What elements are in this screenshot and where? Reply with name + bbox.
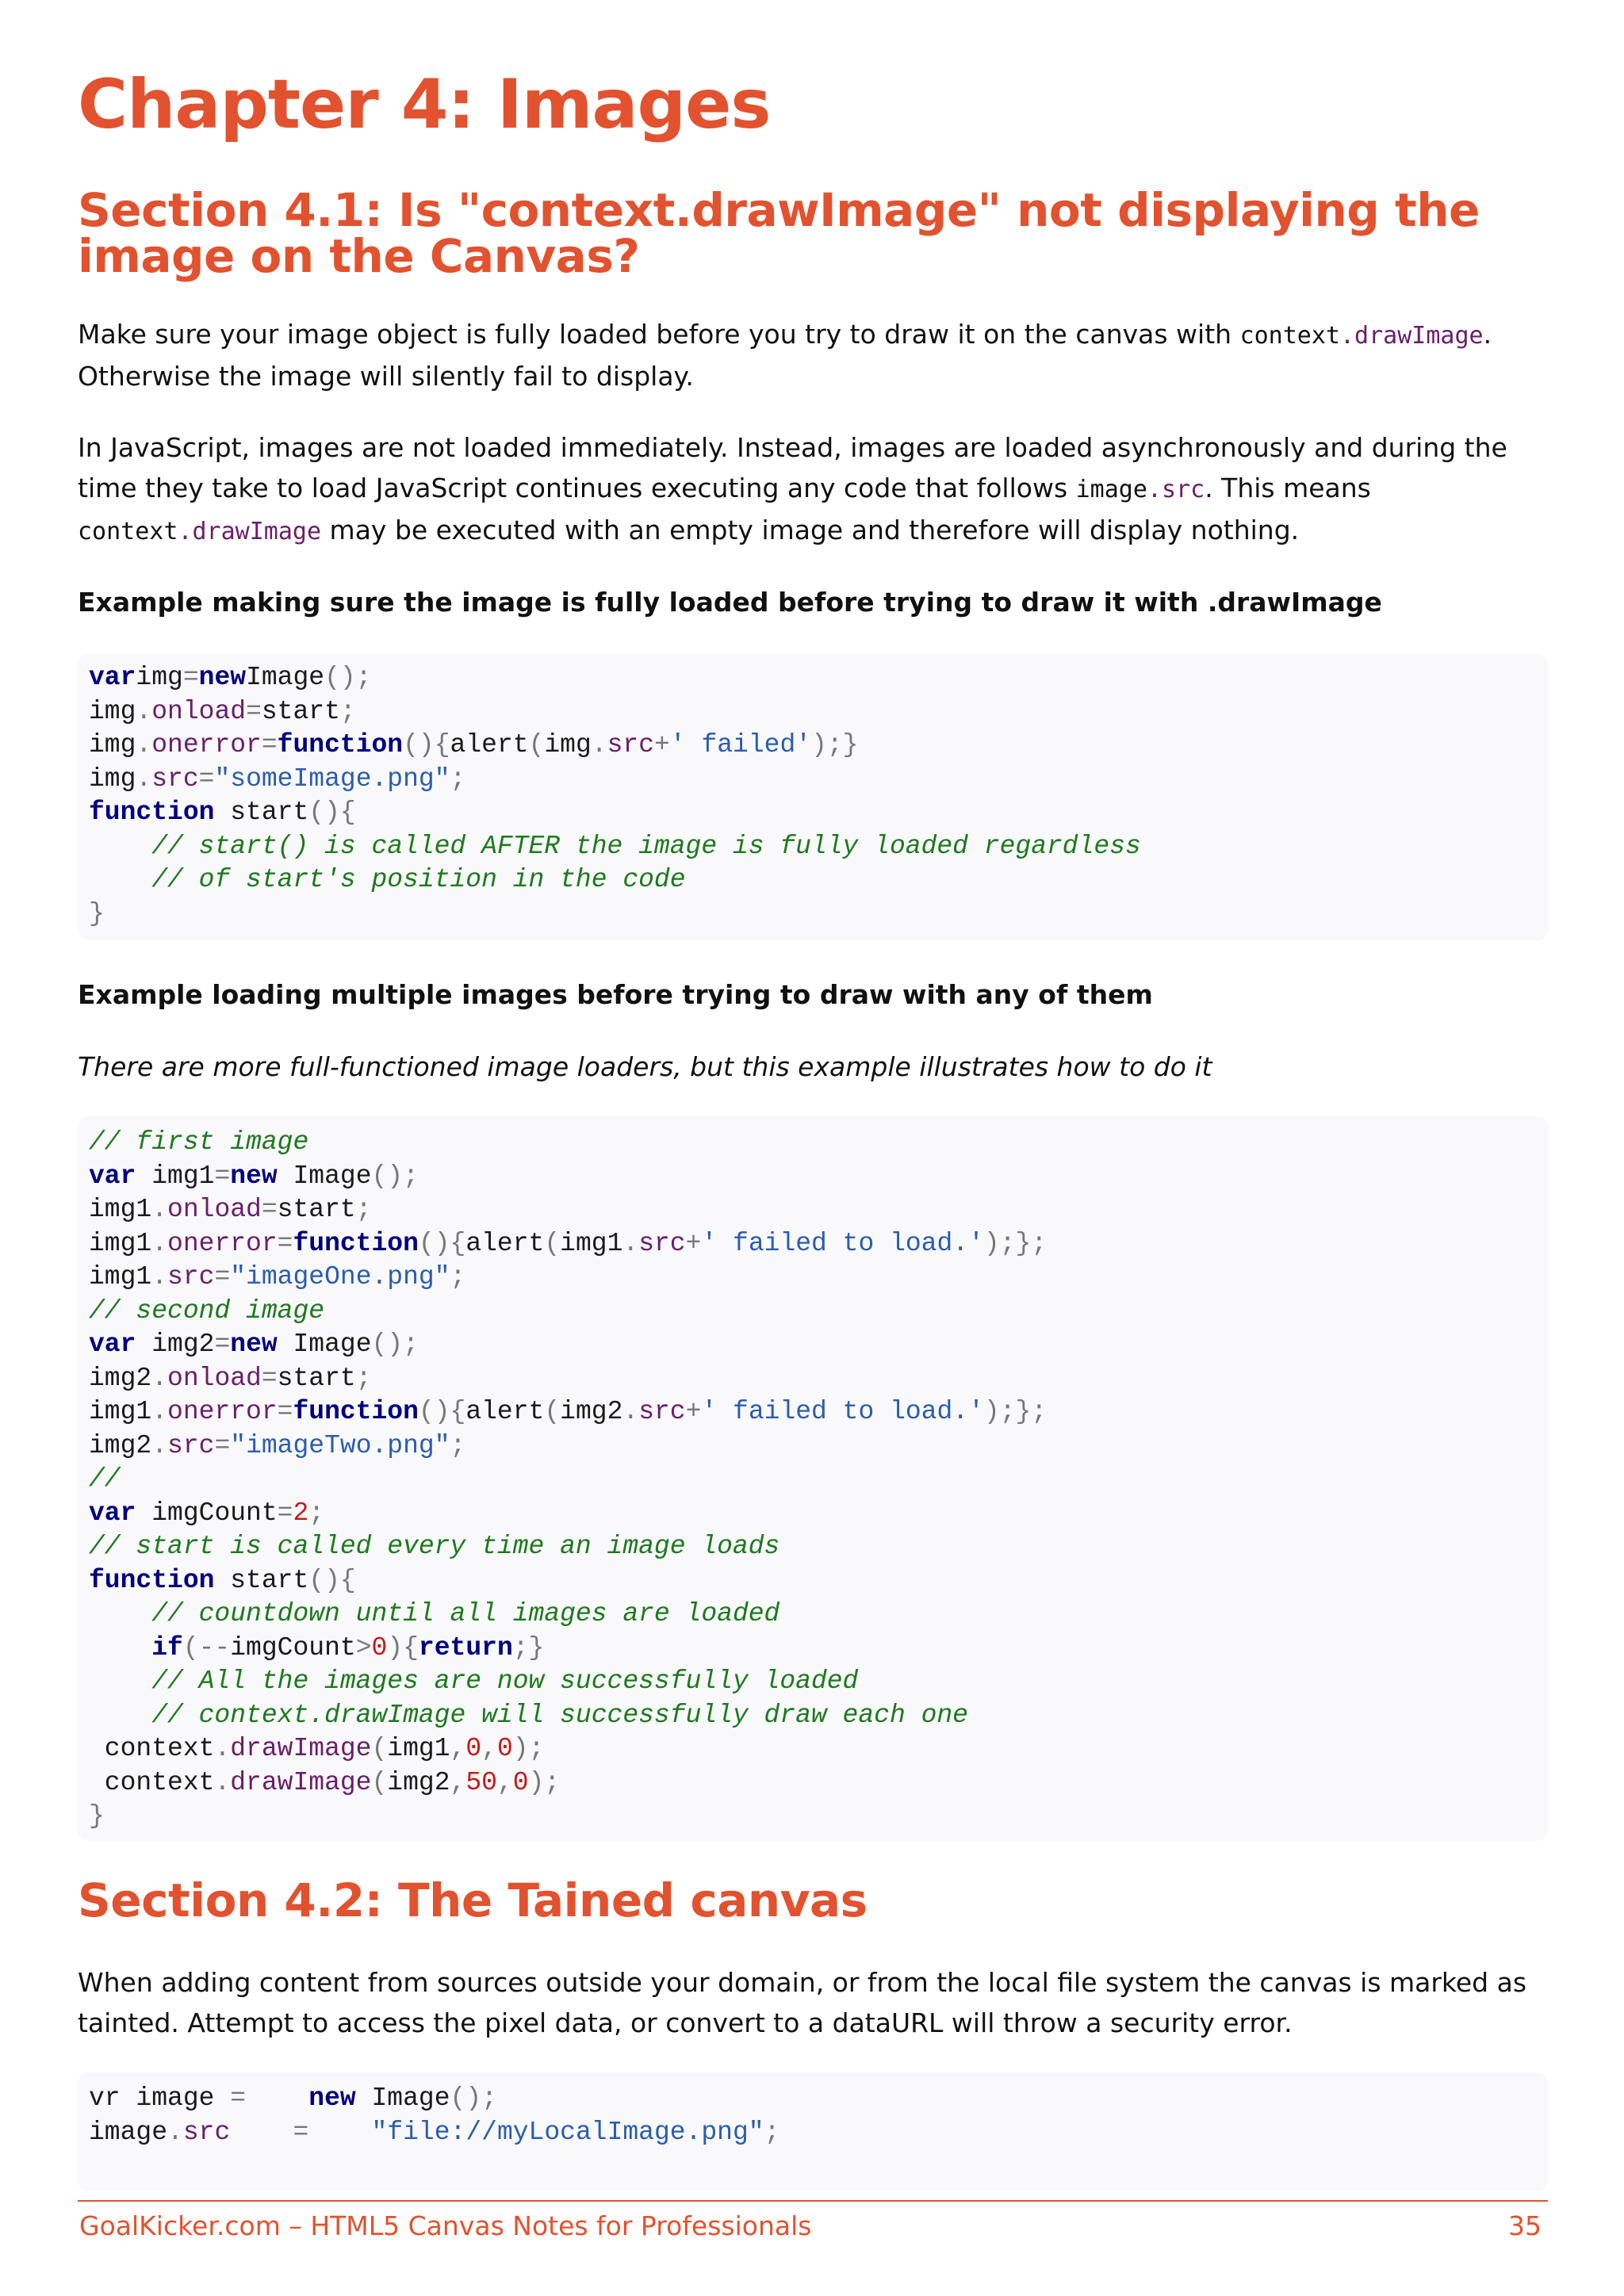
code-token: ' failed': [669, 730, 812, 760]
code-token: new: [308, 2084, 356, 2113]
code-line: [89, 1632, 1548, 1666]
code-token: img2: [89, 1430, 152, 1460]
code-token: onload: [167, 1195, 262, 1224]
code-line: [89, 1395, 1548, 1429]
code-token: return: [418, 1632, 513, 1663]
code-token: context: [89, 1767, 215, 1797]
code-token: (: [544, 1228, 561, 1258]
code-token: =: [277, 1397, 293, 1426]
code-token: =: [293, 2117, 309, 2147]
code-line: [89, 1261, 1548, 1295]
code-token: =: [214, 1330, 231, 1359]
code-token: =: [214, 1262, 231, 1292]
code-token: src: [182, 2117, 231, 2147]
code-token: =: [182, 663, 199, 692]
code-token: img1: [560, 1228, 623, 1258]
code-line: [89, 1497, 1548, 1531]
code-token: onload: [167, 1363, 262, 1393]
section-4-2-paragraph-1: When adding content from sources outside your domain, or from the local file system the canvas is marked as tainted. Attempt to access the pixel data, or convert to a dataURL will throw a security error.: [78, 1967, 1527, 2038]
code-token: 50: [465, 1767, 497, 1797]
code-token: ();: [371, 1161, 419, 1191]
code-token: ,: [481, 1734, 497, 1763]
code-token: .: [151, 1228, 168, 1258]
code-token: ){: [387, 1632, 419, 1663]
code-token: img: [89, 696, 136, 726]
code-token: =: [214, 1161, 231, 1191]
code-token: .: [136, 730, 152, 760]
code-token: ;: [339, 696, 356, 726]
code-property: .drawImage: [178, 518, 322, 545]
code-token: function: [89, 798, 215, 827]
code-line: [89, 796, 1548, 830]
code-token: ();: [371, 1330, 419, 1359]
code-token: [308, 2118, 371, 2147]
code-token: );};: [983, 1397, 1048, 1426]
code-line: [89, 1429, 1548, 1464]
code-token: ;: [450, 1262, 466, 1292]
code-token: 2: [293, 1498, 309, 1528]
code-property: .src: [1147, 476, 1205, 503]
code-token: alert: [465, 1397, 545, 1426]
code-token: [89, 1701, 151, 1730]
code-line: [89, 1463, 1548, 1497]
code-token: (--: [182, 1632, 231, 1663]
code-token: 0: [465, 1734, 482, 1763]
inline-code: [1240, 322, 1484, 350]
text: Make sure your image object is fully loaded before you try to draw it on the canvas with: [78, 319, 1240, 350]
code-token: src: [607, 730, 655, 760]
code-token: ;: [355, 1363, 372, 1393]
code-token: start: [277, 1363, 356, 1393]
code-token: // context.drawImage will successfully draw each one: [151, 1700, 968, 1730]
code-token: .: [151, 1195, 168, 1224]
code-token: [89, 1633, 151, 1663]
code-token: +: [685, 1397, 702, 1426]
code-token: // second image: [89, 1295, 325, 1326]
code-token: .: [136, 696, 152, 726]
code-token: ,: [450, 1734, 466, 1763]
code-token: ' failed to load.': [701, 1228, 984, 1258]
code-token: img1: [89, 1228, 152, 1258]
code-token: Image: [246, 663, 325, 692]
code-token: start: [277, 1195, 356, 1224]
code-token: +: [685, 1228, 702, 1258]
code-token: src: [167, 1262, 215, 1292]
code-token: .: [591, 730, 607, 760]
code-line: [89, 729, 1548, 763]
code-token: new: [230, 1161, 278, 1191]
code-token: .: [151, 1262, 168, 1292]
code-token: // All the images are now successfully loaded: [151, 1667, 859, 1696]
code-object: image: [1075, 476, 1147, 503]
code-token: drawImage: [230, 1734, 372, 1763]
code-token: function: [293, 1228, 419, 1258]
code-token: img1: [89, 1397, 152, 1426]
code-token: =: [198, 763, 215, 794]
code-token: context: [89, 1734, 215, 1763]
code-line: [89, 1530, 1548, 1564]
code-token: =: [277, 1498, 293, 1528]
code-block-1[interactable]: [78, 653, 1548, 940]
code-token: src: [167, 1430, 215, 1460]
code-token: src: [638, 1397, 686, 1426]
code-token: var: [89, 1161, 136, 1191]
code-token: );};: [983, 1228, 1048, 1258]
code-line: [89, 1598, 1548, 1632]
code-line: [89, 1766, 1548, 1800]
code-line: [89, 1665, 1548, 1699]
code-token: img2: [136, 1330, 215, 1359]
code-line: [89, 695, 1548, 729]
code-token: .: [214, 1734, 231, 1763]
code-token: var: [89, 1330, 136, 1359]
text: . This means: [1205, 473, 1371, 503]
code-token: .: [167, 2117, 183, 2147]
code-token: start: [214, 1565, 309, 1595]
inline-code: [78, 518, 321, 545]
footer-source: GoalKicker.com – HTML5 Canvas Notes for Professionals: [79, 2210, 812, 2241]
code-token: 0: [496, 1734, 513, 1763]
footer-divider: [78, 2200, 1548, 2202]
code-block-2[interactable]: [78, 1116, 1548, 1841]
code-token: img1: [136, 1161, 215, 1191]
code-token: (: [528, 730, 545, 760]
code-token: img: [89, 730, 136, 760]
code-token: "imageTwo.png": [230, 1430, 450, 1460]
code-token: );}: [811, 730, 859, 760]
code-token: (: [371, 1767, 388, 1797]
code-token: ;: [308, 1498, 325, 1528]
code-token: Image: [277, 1330, 372, 1359]
text: In JavaScript, images are not loaded immediately. Instead, images are loaded asynchronously and during the time they take to load JavaScript continues executing any code that follows: [78, 432, 1507, 503]
code-line: [89, 1193, 1548, 1227]
code-line: [89, 830, 1548, 864]
code-token: var: [89, 1498, 136, 1528]
example-2-label: Example loading multiple images before trying to draw with any of them: [78, 979, 1153, 1010]
code-token: src: [638, 1228, 686, 1258]
code-token: img2: [387, 1767, 450, 1797]
code-token: img: [136, 663, 183, 692]
text: . Otherwise the image will silently fail to display.: [78, 319, 1492, 392]
code-token: =: [261, 730, 278, 760]
code-token: function: [293, 1397, 419, 1426]
code-token: (){: [403, 730, 450, 760]
code-token: =: [261, 1363, 278, 1393]
code-token: (){: [418, 1397, 466, 1426]
code-line: [89, 661, 1548, 695]
code-token: =: [261, 1195, 278, 1224]
code-token: img: [544, 730, 592, 760]
code-token: );: [528, 1767, 561, 1797]
code-token: .: [151, 1430, 168, 1460]
code-token: vr image: [89, 2084, 231, 2113]
code-token: start: [214, 798, 309, 827]
code-line: [89, 1295, 1548, 1329]
code-token: =: [246, 696, 262, 726]
code-token: img2: [560, 1397, 623, 1426]
code-token: drawImage: [230, 1767, 372, 1797]
code-token: ,: [496, 1767, 513, 1797]
code-token: onerror: [167, 1228, 278, 1258]
code-token: Image: [277, 1161, 372, 1191]
code-token: "imageOne.png": [230, 1262, 450, 1292]
code-token: [89, 832, 151, 861]
code-token: [89, 865, 151, 894]
code-token: .: [622, 1397, 639, 1426]
code-token: new: [198, 663, 247, 692]
code-token: =: [277, 1228, 293, 1258]
example-1-label: Example making sure the image is fully loaded before trying to draw it with .drawImage: [78, 587, 1382, 618]
code-token: start: [261, 696, 340, 726]
section-4-1-title: Section 4.1: Is "context.drawImage" not displaying the image on the Canvas?: [78, 183, 1480, 283]
code-token: ();: [324, 663, 372, 692]
code-token: (){: [308, 1565, 356, 1595]
code-token: ();: [450, 2084, 497, 2113]
code-line: [89, 1732, 1548, 1766]
code-token: image: [89, 2117, 168, 2147]
code-token: }: [89, 1801, 105, 1831]
code-token: >: [355, 1632, 372, 1663]
code-token: src: [151, 763, 199, 794]
code-token: imgCount: [136, 1498, 278, 1528]
code-property: .drawImage: [1340, 322, 1484, 350]
code-token: [89, 1599, 151, 1628]
code-line: [89, 1160, 1548, 1194]
code-token: .: [151, 1363, 168, 1393]
code-token: // of start's position in the code: [151, 865, 686, 894]
code-token: }: [89, 898, 105, 928]
code-token: .: [622, 1228, 639, 1258]
code-token: .: [214, 1767, 231, 1797]
code-token: // first image: [89, 1127, 309, 1157]
code-token: ,: [450, 1767, 466, 1797]
code-line: [89, 1328, 1548, 1362]
code-token: onload: [151, 696, 247, 726]
code-token: ;: [450, 1430, 466, 1460]
code-line: [89, 1564, 1548, 1598]
code-token: imgCount: [230, 1632, 356, 1663]
code-token: ' failed to load.': [701, 1397, 984, 1426]
code-token: // start() is called AFTER the image is fully loaded regardless: [151, 831, 1141, 861]
code-token: +: [654, 730, 670, 760]
code-token: ;}: [512, 1632, 545, 1663]
code-token: new: [230, 1330, 278, 1359]
code-token: function: [277, 730, 404, 760]
code-token: (){: [308, 798, 356, 827]
code-token: // countdown until all images are loaded: [151, 1599, 780, 1628]
code-token: onerror: [167, 1397, 278, 1426]
code-line: [89, 863, 1548, 897]
code-token: img2: [89, 1363, 152, 1393]
code-token: "someImage.png": [214, 763, 450, 794]
example-2-note: There are more full-functioned image loaders, but this example illustrates how to do it: [78, 1051, 1212, 1082]
inline-code: [1076, 476, 1205, 503]
code-token: var: [89, 663, 136, 692]
code-token: =: [214, 1430, 231, 1460]
code-token: ;: [764, 2117, 780, 2147]
code-token: =: [230, 2084, 247, 2113]
chapter-title: Chapter 4: Images: [78, 65, 771, 144]
code-token: // start is called every time an image loads: [89, 1532, 780, 1561]
code-token: .: [136, 763, 152, 794]
code-line: [89, 2116, 1548, 2150]
code-line: [89, 1362, 1548, 1396]
code-token: (){: [418, 1228, 466, 1258]
code-token: [230, 2118, 293, 2147]
code-token: (: [544, 1397, 561, 1426]
code-line: [89, 1126, 1548, 1160]
code-token: img1: [89, 1195, 152, 1224]
code-token: [246, 2084, 308, 2113]
code-line: [89, 1227, 1548, 1261]
section-4-1-paragraph-2: [78, 427, 1548, 552]
code-token: ;: [450, 763, 466, 794]
code-line: [89, 1699, 1548, 1733]
text: may be executed with an empty image and therefore will display nothing.: [321, 515, 1300, 545]
code-token: [89, 1667, 151, 1696]
code-token: //: [89, 1464, 121, 1494]
code-token: alert: [465, 1228, 545, 1258]
code-token: function: [89, 1565, 215, 1595]
code-token: onerror: [151, 730, 262, 760]
code-line: [89, 897, 1548, 932]
code-token: Image: [355, 2084, 450, 2113]
code-token: img1: [387, 1734, 450, 1763]
code-line: [89, 763, 1548, 797]
section-4-2-title: Section 4.2: The Tained canvas: [78, 1873, 868, 1927]
code-object: context: [1239, 322, 1340, 350]
code-line: [89, 2082, 1548, 2116]
code-object: context: [78, 518, 178, 545]
code-token: 0: [512, 1767, 529, 1797]
code-token: );: [512, 1734, 545, 1763]
code-line: [89, 1800, 1548, 1834]
code-token: "file://myLocalImage.png": [371, 2117, 764, 2147]
code-token: 0: [371, 1632, 388, 1663]
section-4-1-paragraph-1: [78, 314, 1548, 396]
code-token: (: [371, 1734, 388, 1763]
code-token: .: [151, 1397, 168, 1426]
code-token: img1: [89, 1262, 152, 1292]
code-token: img: [89, 763, 136, 794]
code-block-3[interactable]: [78, 2072, 1548, 2191]
code-token: if: [151, 1632, 183, 1663]
code-token: alert: [450, 730, 529, 760]
code-token: ;: [355, 1195, 372, 1224]
page-number: 35: [1508, 2210, 1542, 2241]
